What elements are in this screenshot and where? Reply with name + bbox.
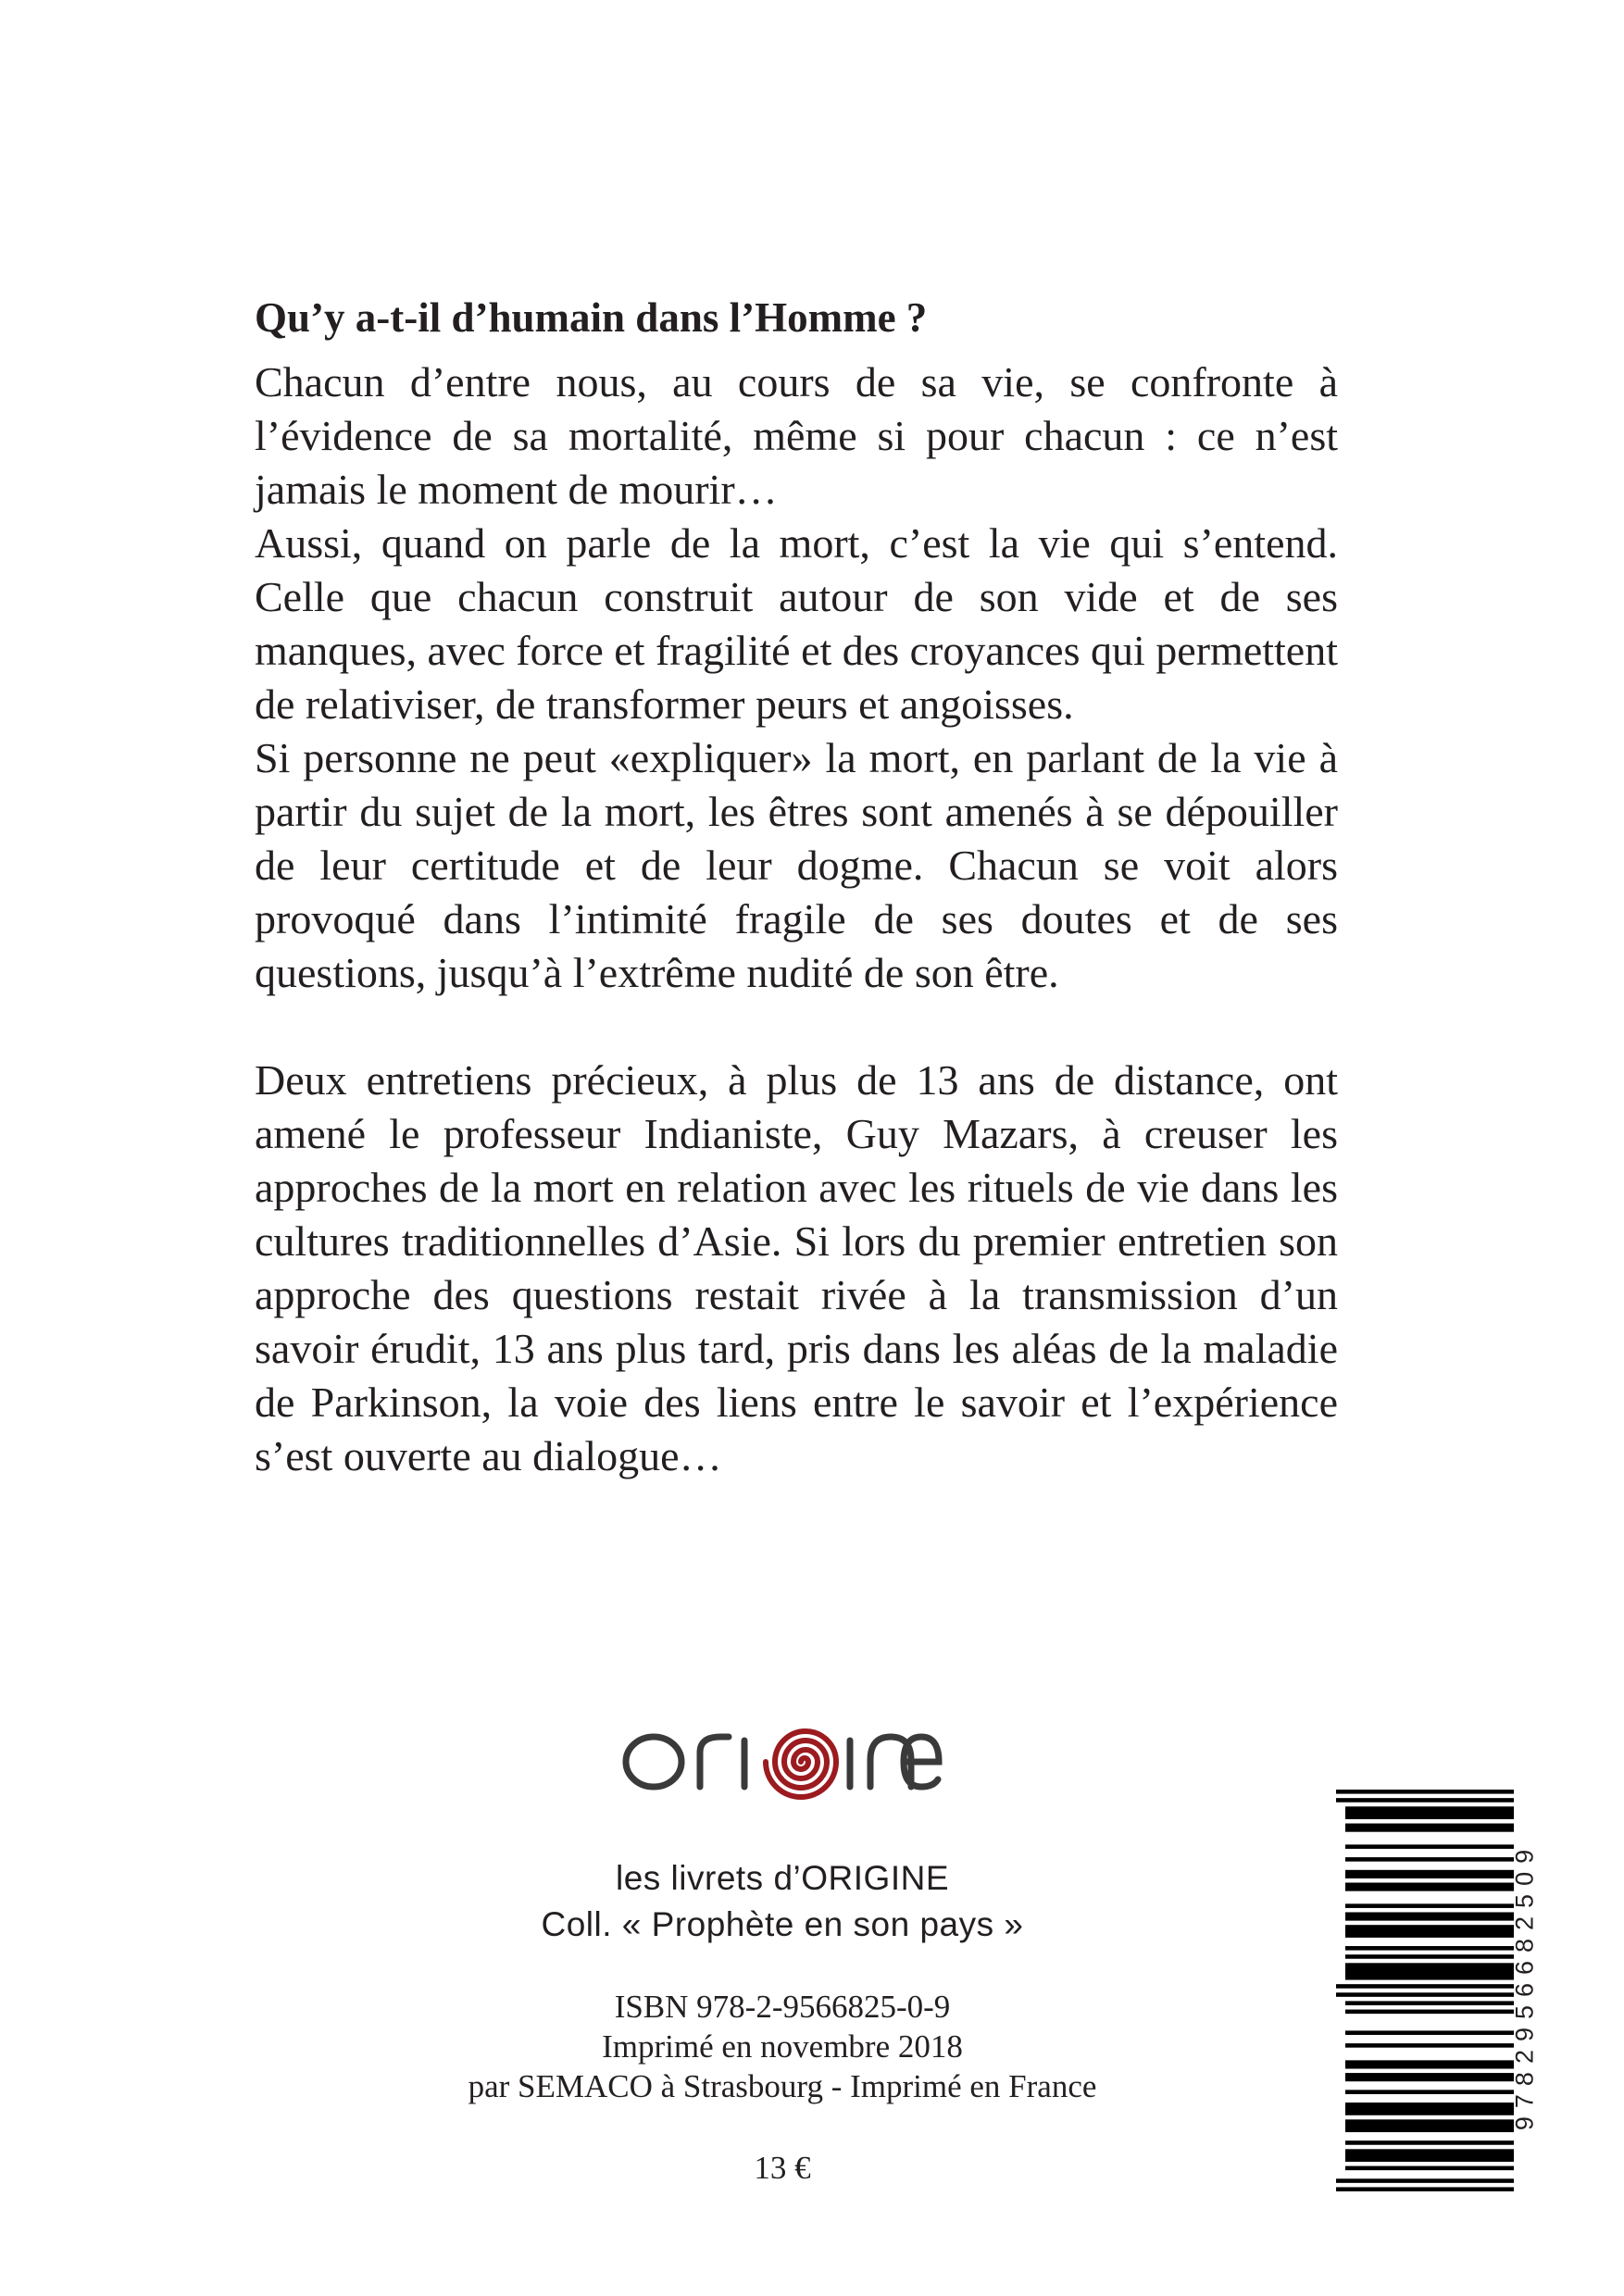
- barcode-bar: [1345, 2060, 1514, 2068]
- print-info: [398, 1987, 1167, 2106]
- isbn-barcode: [1332, 1782, 1518, 2199]
- barcode-bar: [1345, 1903, 1514, 1908]
- barcode-bar: [1345, 1844, 1514, 1849]
- barcode-bar: [1345, 2043, 1514, 2048]
- printed-date-line: Imprimé en novembre 2018: [602, 2028, 963, 2065]
- barcode-bar: [1345, 2119, 1514, 2132]
- blurb-heading: Qu’y a-t-il d’humain dans l’Homme ?: [255, 294, 928, 341]
- series-line: Coll. « Prophète en son pays »: [541, 1905, 1024, 1943]
- price-label: 13 €: [754, 2150, 811, 2186]
- barcode-bar: [1345, 2090, 1514, 2094]
- blurb-paragraph-2: Aussi, quand on parle de la mort, c’est la vie qui s’entend. Celle que chacun construit autour de son vide et de ses manques, avec force et fragilité et des croyances qui permettent de relativiser, de transformer peurs et angoisses.: [255, 519, 1338, 728]
- barcode-bar: [1345, 1870, 1514, 1878]
- back-cover-text: [255, 291, 1338, 1483]
- printer-line: par SEMACO à Strasbourg - Imprimé en France: [468, 2068, 1097, 2104]
- barcode-bar: [1345, 1963, 1514, 1979]
- barcode-bar: [1345, 2103, 1514, 2115]
- barcode-bar: [1336, 1798, 1514, 1803]
- barcode-bar: [1336, 2187, 1514, 2191]
- barcode-bar: [1345, 2001, 1514, 2005]
- barcode-bar: [1336, 1992, 1514, 1997]
- isbn-line: ISBN 978-2-9566825-0-9: [614, 1989, 951, 2025]
- barcode-digits: [1511, 1782, 1539, 2190]
- barcode-bar: [1336, 2178, 1514, 2183]
- barcode-bar: [1345, 1824, 1514, 1832]
- barcode-bar: [1345, 1806, 1514, 1819]
- barcode-digits-text: 9782956682509: [1510, 1841, 1539, 2131]
- barcode-bar: [1345, 2030, 1514, 2035]
- blurb-paragraph-4: Deux entretiens précieux, à plus de 13 ans de distance, ont amené le professeur Indianiste, Guy Mazars, à creuser les approches de la mort en relation avec les rituels de vie dans les cultures traditionnelles d’Asie. Si lors du premier entretien son approche des questions restait rivée à la transmission d’un savoir érudit, 13 ans plus tard, pris dans les aléas de la maladie de Parkinson, la voie des liens entre le savoir et l’expérience s’est ouverte au dialogue…: [255, 1056, 1338, 1479]
- origine-logo-graphic: [620, 1717, 944, 1801]
- barcode-bar: [1345, 1954, 1514, 1959]
- barcode-bar: [1336, 1984, 1514, 1989]
- barcode-bar: [1345, 2166, 1514, 2171]
- origine-logo: [620, 1717, 944, 1801]
- logo-letter-e: [904, 1737, 939, 1787]
- barcode-bar: [1345, 1912, 1514, 1920]
- barcode-bar: [1345, 1925, 1514, 1938]
- barcode-bar: [1345, 2140, 1514, 2145]
- blurb-paragraph-3: Si personne ne peut «expliquer» la mort, en parlant de la vie à partir du sujet de la mort, les êtres sont amenés à se dépouiller de leur certitude et de leur dogme. Chacun se voit alors provoqué dans l’intimité fragile de ses doutes et de ses questions, jusqu’à l’extrême nudité de son être.: [255, 734, 1338, 996]
- collection-info: [444, 1855, 1120, 1948]
- barcode-bar: [1345, 2073, 1514, 2081]
- barcode-bar: [1345, 1857, 1514, 1862]
- barcode-bar: [1336, 1790, 1514, 1794]
- barcode-bar: [1345, 2149, 1514, 2162]
- barcode-bar: [1345, 1946, 1514, 1951]
- collection-line: les livrets d’ORIGINE: [615, 1859, 949, 1897]
- barcode-bar: [1345, 1883, 1514, 1891]
- blurb-paragraph-1: Chacun d’entre nous, au cours de sa vie, se confronte à l’évidence de sa mortalité, même si pour chacun : ce n’est jamais le moment de mourir…: [255, 358, 1338, 513]
- barcode-bars: [1332, 1782, 1518, 2199]
- barcode-bar: [1345, 2010, 1514, 2015]
